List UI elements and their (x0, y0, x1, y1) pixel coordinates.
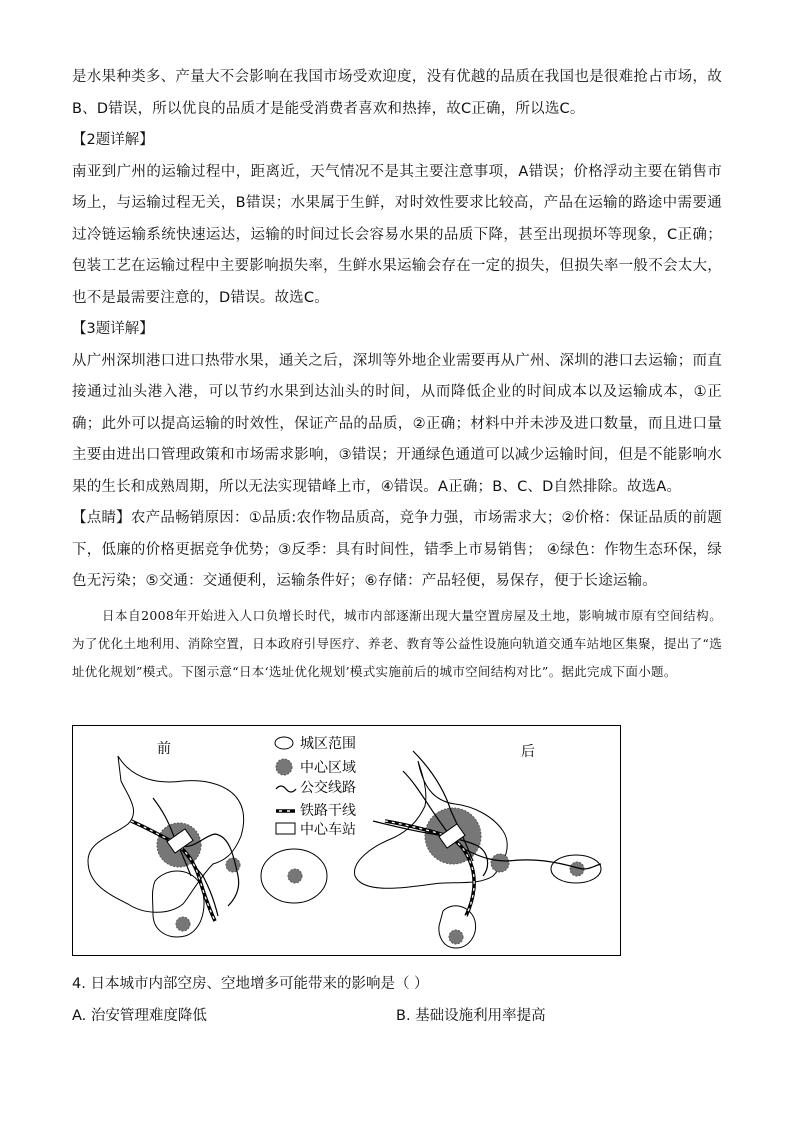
map-after (355, 751, 601, 948)
option-a[interactable]: A. 治安管理难度降低 (72, 1008, 207, 1024)
legend-rail: 铁路干线 (300, 803, 356, 819)
question-4-stem: 4. 日本城市内部空房、空地增多可能带来的影响是（ ） (72, 976, 429, 992)
center-area-legend-icon (276, 759, 292, 775)
city-structure-figure (72, 725, 621, 956)
bus-line-legend-icon (276, 786, 296, 792)
material-intro: 日本自2008年开始进入人口负增长时代，城市内部逐渐出现大量空置房屋及土地，影响城市原有空间结构。为了优化土地利用、消除空置，日本政府引导医疗、养老、教育等公益性设施向轨道交通车站地区集聚，提出了“选址优化规划”模式。下图示意“日本‘选址优化规划’模式实施前后的城市空间结构对比”。据此完成下面小题。 (72, 607, 722, 679)
center-area-after-east (491, 854, 509, 872)
label-after: 后 (521, 744, 535, 760)
center-area-before-island (288, 869, 302, 883)
paragraph-tips: 【点睛】农产品畅销原因：①品质:农作物品质高，竞争力强，市场需求大；②价格：保证品质的前题下，低廉的价格更据竞争优势；③反季：具有时间性，错季上市易销售； ④绿色：作物生态环保，绿色无污染；⑤交通：交通便利，运输条件好；⑥存储：产品轻便，易保存，便于长途运输。 (72, 510, 722, 589)
center-area-before-east (226, 858, 240, 872)
label-before: 前 (157, 741, 171, 757)
heading-q3: 【3题详解】 (72, 321, 154, 337)
heading-q2: 【2题详解】 (72, 132, 154, 148)
legend-urban: 城区范围 (300, 736, 356, 752)
answer-text (72, 62, 722, 686)
station-legend-icon (276, 823, 295, 834)
urban-area-legend-icon (275, 737, 293, 749)
legend-center: 中心区域 (300, 760, 356, 776)
paragraph-2: 南亚到广州的运输过程中，距离近，天气情况不是其主要注意事项，A错误；价格浮动主要在销售市场上，与运输过程无关，B错误；水果属于生鲜，对时效性要求比较高，产品在运输的路途中需要通过冷链运输系统快速运达，运输的时间过长会容易水果的品质下降，甚至出现损坏等现象，C正确；包装工艺在运输过程中主要影响损失率，生鲜水果运输会存在一定的损失，但损失率一般不会太大，也不是最需要注意的，D错误。故选C。 (72, 163, 722, 306)
legend (275, 735, 356, 838)
map-before (88, 756, 327, 937)
center-area-before-south (176, 917, 190, 931)
paragraph-1: 是水果种类多、产量大不会影响在我国市场受欢迎度，没有优越的品质在我国也是很难抢占市场，故B、D错误，所以优良的品质才是能受消费者喜欢和热捧，故C正确，所以选C。 (72, 69, 722, 117)
center-area-after-south (449, 930, 463, 944)
legend-bus: 公交线路 (300, 780, 356, 796)
option-b[interactable]: B. 基础设施利用率提高 (396, 1008, 546, 1024)
paragraph-3: 从广州深圳港口进口热带水果，通关之后，深圳等外地企业需要再从广州、深圳的港口去运输；而直接通过汕头港入港，可以节约水果到达汕头的时间，从而降低企业的时间成本以及运输成本，①正确；此外可以提高运输的时效性，保证产品的品质，②正确；材料中并未涉及进口数量，而且进口量主要由进出口管理政策和市场需求影响，③错误；开通绿色通道可以减少运输时间，但是不能影响水果的生长和成熟周期，所以无法实现错峰上市，④错误。A正确；B、C、D自然排除。故选A。 (72, 352, 722, 495)
legend-station: 中心车站 (300, 822, 356, 838)
city-structure-diagram (73, 726, 622, 957)
